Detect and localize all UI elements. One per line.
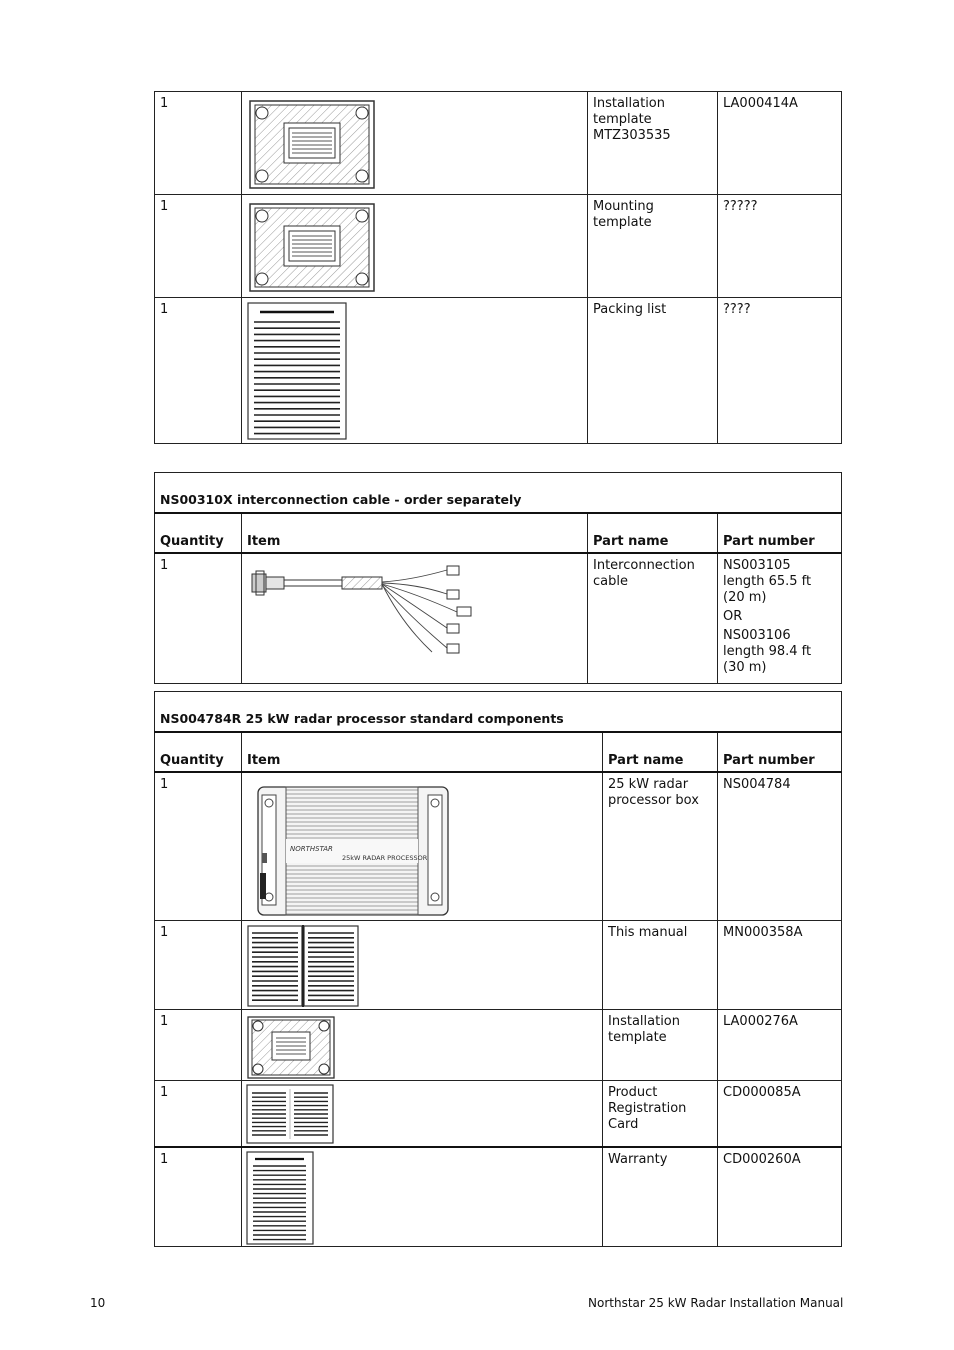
table-row [155, 195, 842, 298]
quantity-cell: 1 [155, 1147, 242, 1247]
device-brand-label: NORTHSTAR [290, 844, 333, 853]
header-item: Item [242, 732, 603, 772]
header-quantity: Quantity [155, 732, 242, 772]
part-name-cell: Installation template MTZ303535 [588, 92, 718, 195]
part-number-cell: CD000260A [718, 1147, 842, 1247]
footer-manual-title: Northstar 25 kW Radar Installation Manual [588, 1296, 844, 1310]
item-cell [242, 553, 588, 684]
part-name-cell: Product Registration Card [603, 1081, 718, 1147]
table-row [155, 298, 842, 444]
quantity-cell: 1 [155, 1081, 242, 1147]
header-item: Item [242, 513, 588, 553]
quantity-cell: 1 [155, 921, 242, 1010]
quantity-cell: 1 [155, 553, 242, 684]
quantity-cell: 1 [155, 1010, 242, 1081]
registration-card-icon [242, 1081, 342, 1145]
table-row [155, 92, 842, 195]
table-row [155, 1010, 842, 1081]
part-number-cell: MN000358A [718, 921, 842, 1010]
part-number-cell: CD000085A [718, 1081, 842, 1147]
table-row [155, 553, 842, 684]
quantity-cell: 1 [155, 92, 242, 195]
table-row [155, 921, 842, 1010]
interconnection-cable-icon [242, 554, 492, 662]
part-number-cell: ???? [718, 298, 842, 444]
part-name-cell: Mounting template [588, 195, 718, 298]
part-number-cell: LA000414A [718, 92, 842, 195]
part-number-cell: LA000276A [718, 1010, 842, 1081]
table-title: NS00310X interconnection cable - order separately [155, 473, 842, 513]
item-cell [242, 1010, 603, 1081]
page-number: 10 [90, 1296, 106, 1310]
part-number-option-30m: NS003106 length 98.4 ft (30 m) [723, 627, 812, 675]
item-cell [242, 1147, 603, 1247]
part-name-cell: Interconnection cable [588, 553, 718, 684]
item-cell [242, 92, 588, 195]
part-name-cell: This manual [603, 921, 718, 1010]
processor-components-table [154, 691, 842, 1247]
installation-template-icon [242, 1010, 342, 1080]
radar-processor-box-icon [242, 773, 462, 919]
mounting-template-icon [242, 195, 378, 295]
header-part-number: Part number [718, 732, 842, 772]
header-quantity: Quantity [155, 513, 242, 553]
item-cell [242, 772, 603, 921]
table-row [155, 1081, 842, 1147]
quantity-cell: 1 [155, 772, 242, 921]
part-number-cell [718, 553, 842, 684]
part-name-cell: Packing list [588, 298, 718, 444]
packing-list-icon [242, 298, 352, 442]
quantity-cell: 1 [155, 298, 242, 444]
header-part-name: Part name [603, 732, 718, 772]
part-name-cell: Warranty [603, 1147, 718, 1247]
part-number-cell: ????? [718, 195, 842, 298]
cable-table [154, 472, 842, 684]
table-row [155, 1147, 842, 1247]
accessories-table [154, 91, 842, 444]
item-cell [242, 921, 603, 1010]
part-number-or: OR [723, 608, 743, 624]
part-number-option-20m: NS003105 length 65.5 ft (20 m) [723, 557, 812, 605]
table-title: NS004784R 25 kW radar processor standard components [155, 692, 842, 732]
quantity-cell: 1 [155, 195, 242, 298]
item-cell [242, 298, 588, 444]
device-model-label: 25kW RADAR PROCESSOR [342, 853, 428, 862]
item-cell [242, 195, 588, 298]
item-cell [242, 1081, 603, 1147]
table-row [155, 772, 842, 921]
header-part-name: Part name [588, 513, 718, 553]
part-name-cell: 25 kW radar processor box [603, 772, 718, 921]
part-name-cell: Installation template [603, 1010, 718, 1081]
header-part-number: Part number [718, 513, 842, 553]
warranty-document-icon [242, 1148, 322, 1246]
installation-template-icon [242, 92, 378, 192]
part-number-cell: NS004784 [718, 772, 842, 921]
manual-book-icon [242, 921, 367, 1009]
